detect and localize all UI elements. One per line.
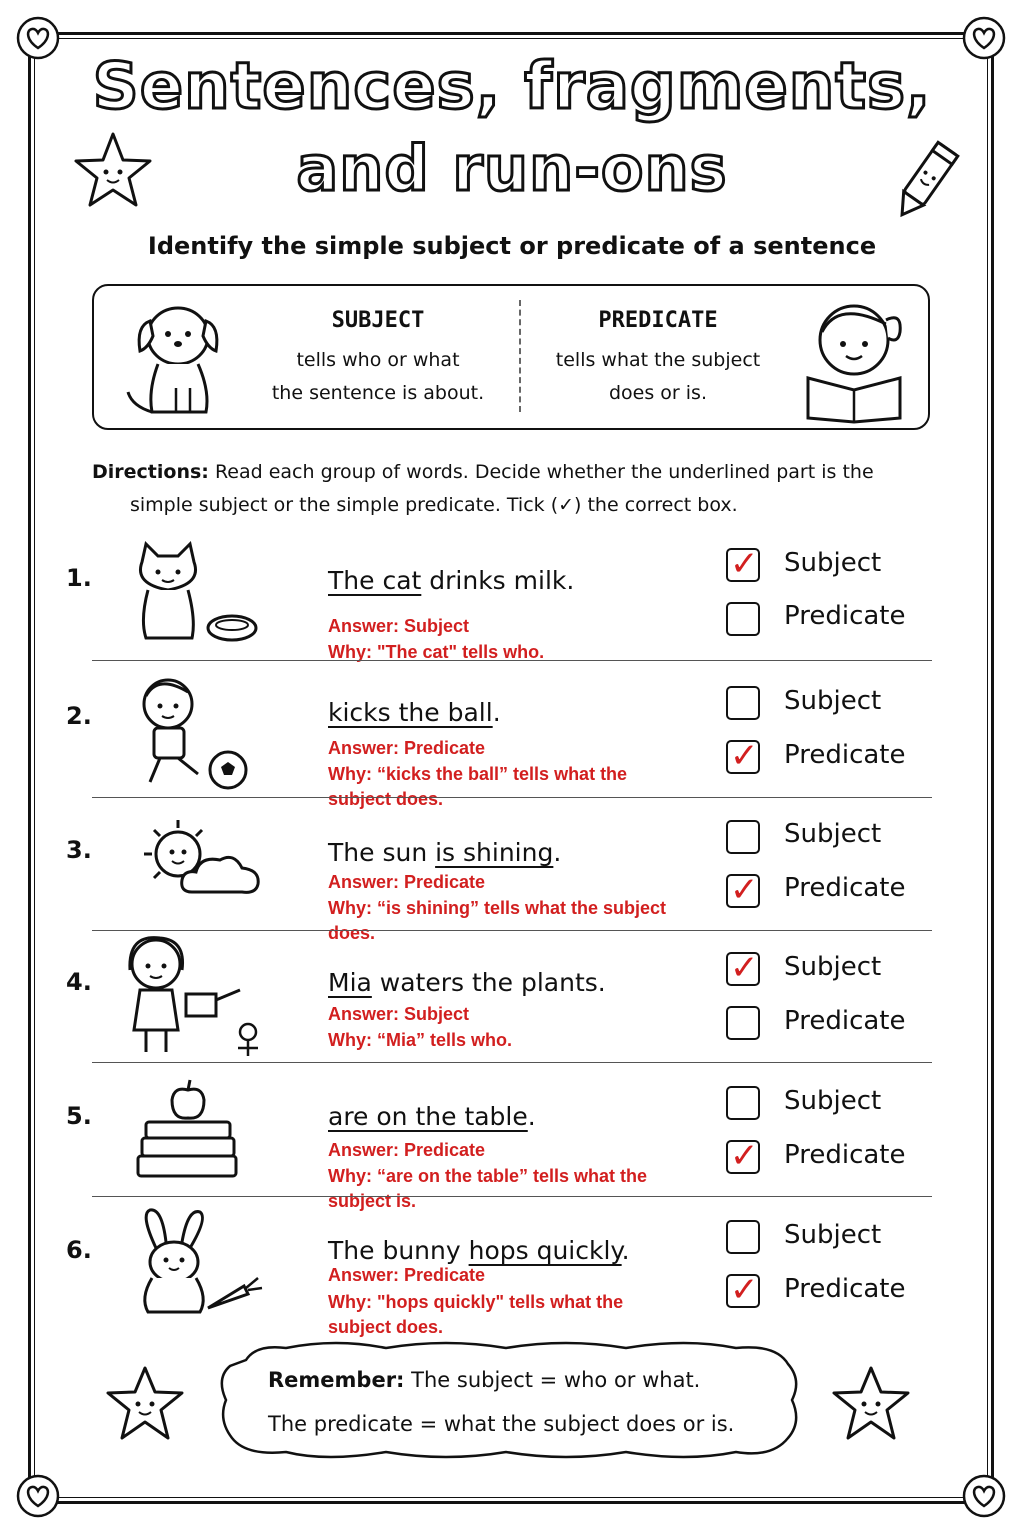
remember-line1: Remember: The subject = who or what. [268, 1368, 701, 1392]
underlined-part: Mia [328, 968, 372, 997]
item-why: Why: "hops quickly" tells what the subject does. [328, 1292, 624, 1337]
predicate-option-label: Predicate [784, 1006, 906, 1036]
item-sentence: The cat drinks milk. [328, 566, 575, 595]
check-icon: ✓ [730, 544, 759, 584]
heart-icon [962, 16, 1006, 60]
directions [92, 456, 932, 522]
predicate-checkbox[interactable] [726, 870, 760, 910]
underlined-part: are on the table [328, 1102, 528, 1131]
subject-checkbox[interactable] [726, 948, 760, 988]
check-icon: ✓ [730, 948, 759, 988]
predicate-checkbox[interactable] [726, 1006, 760, 1040]
predicate-option-label: Predicate [784, 873, 906, 903]
star-face-icon [100, 1360, 190, 1446]
subject-heading: SUBJECT [331, 308, 425, 333]
page-title-line1: Sentences, fragments, [92, 50, 932, 124]
pencil-icon [880, 134, 970, 230]
item-number: 5. [66, 1102, 92, 1130]
predicate-option-label: Predicate [784, 1274, 906, 1304]
item-answer: Answer: Predicate [328, 872, 486, 892]
item-sentence: The bunny hops quickly. [328, 1236, 630, 1265]
item-number: 1. [66, 564, 92, 592]
definitions-divider [519, 300, 521, 412]
subject-option-label: Subject [784, 952, 882, 982]
item-why: Why: “Mia” tells who. [328, 1030, 513, 1050]
item-why: Why: "The cat" tells who. [328, 642, 545, 662]
predicate-checkbox[interactable] [726, 602, 760, 636]
predicate-option-label: Predicate [784, 1140, 906, 1170]
predicate-definition-line1: tells what the subject [555, 349, 761, 371]
check-icon: ✓ [730, 870, 759, 910]
directions-text-line1: Read each group of words. Decide whether the underlined part is the [214, 461, 874, 483]
girl-reading-icon [798, 294, 914, 424]
item-number: 2. [66, 702, 92, 730]
item-why: Why: “kicks the ball” tells what the subject does. [328, 764, 628, 809]
predicate-option-label: Predicate [784, 601, 906, 631]
item-answer: Answer: Predicate [328, 1140, 486, 1160]
predicate-checkbox[interactable] [726, 1136, 760, 1176]
item-sentence: kicks the ball. [328, 698, 501, 727]
predicate-option-label: Predicate [784, 740, 906, 770]
remember-label: Remember: [268, 1368, 405, 1392]
row-divider [92, 1196, 932, 1197]
item-why: Why: “is shining” tells what the subject does. [328, 898, 667, 943]
underlined-part: The cat [328, 566, 422, 595]
books-apple-icon [134, 1078, 244, 1182]
predicate-heading: PREDICATE [598, 308, 718, 333]
subject-definition-line1: tells who or what [296, 349, 460, 371]
row-divider [92, 660, 932, 661]
heart-icon [16, 1474, 60, 1518]
subject-definition-line2: the sentence is about. [271, 382, 485, 404]
bunny-carrot-icon [126, 1208, 266, 1318]
item-answer: Answer: Predicate [328, 1265, 486, 1285]
item-number: 3. [66, 836, 92, 864]
check-icon: ✓ [730, 1136, 759, 1176]
row-divider [92, 797, 932, 798]
item-answer: Answer: Predicate [328, 738, 486, 758]
item-number: 6. [66, 1236, 92, 1264]
subject-checkbox[interactable] [726, 820, 760, 854]
item-sentence: The sun is shining. [328, 838, 562, 867]
predicate-checkbox[interactable] [726, 1270, 760, 1310]
item-why: Why: “are on the table” tells what the subject is. [328, 1166, 648, 1211]
subject-option-label: Subject [784, 1220, 882, 1250]
item-sentence: are on the table. [328, 1102, 536, 1131]
underlined-part: kicks the ball [328, 698, 493, 727]
dog-icon [118, 296, 228, 422]
check-icon: ✓ [730, 1270, 759, 1310]
remember-line2: The predicate = what the subject does or is. [268, 1412, 735, 1436]
predicate-checkbox[interactable] [726, 736, 760, 776]
page-title-line2: and run-ons [296, 132, 728, 205]
subject-option-label: Subject [784, 819, 882, 849]
item-number: 4. [66, 968, 92, 996]
directions-text-line2: simple subject or the simple predicate. Tick (✓) the correct box. [130, 494, 738, 516]
directions-label: Directions: [92, 461, 209, 483]
underlined-part: is shining [435, 838, 554, 867]
item-sentence: Mia waters the plants. [328, 968, 606, 997]
subject-option-label: Subject [784, 548, 882, 578]
boy-soccer-icon [128, 674, 252, 790]
cat-icon [122, 540, 262, 644]
heart-icon [962, 1474, 1006, 1518]
underlined-part: hops quickly [468, 1236, 622, 1265]
predicate-definition-line2: does or is. [608, 382, 707, 404]
row-divider [92, 930, 932, 931]
subject-option-label: Subject [784, 1086, 882, 1116]
subject-checkbox[interactable] [726, 1220, 760, 1254]
sun-cloud-icon [130, 816, 266, 902]
star-face-icon [826, 1360, 916, 1446]
item-answer: Answer: Subject [328, 1004, 470, 1024]
row-divider [92, 1062, 932, 1063]
heart-icon [16, 16, 60, 60]
girl-watering-icon [116, 934, 268, 1058]
subject-checkbox[interactable] [726, 1086, 760, 1120]
item-answer: Answer: Subject [328, 616, 470, 636]
subject-checkbox[interactable] [726, 544, 760, 584]
star-face-icon [70, 128, 156, 214]
remember-box [216, 1340, 800, 1460]
subject-option-label: Subject [784, 686, 882, 716]
subject-checkbox[interactable] [726, 686, 760, 720]
check-icon: ✓ [730, 736, 759, 776]
page-subtitle: Identify the simple subject or predicate of a sentence [147, 232, 877, 260]
